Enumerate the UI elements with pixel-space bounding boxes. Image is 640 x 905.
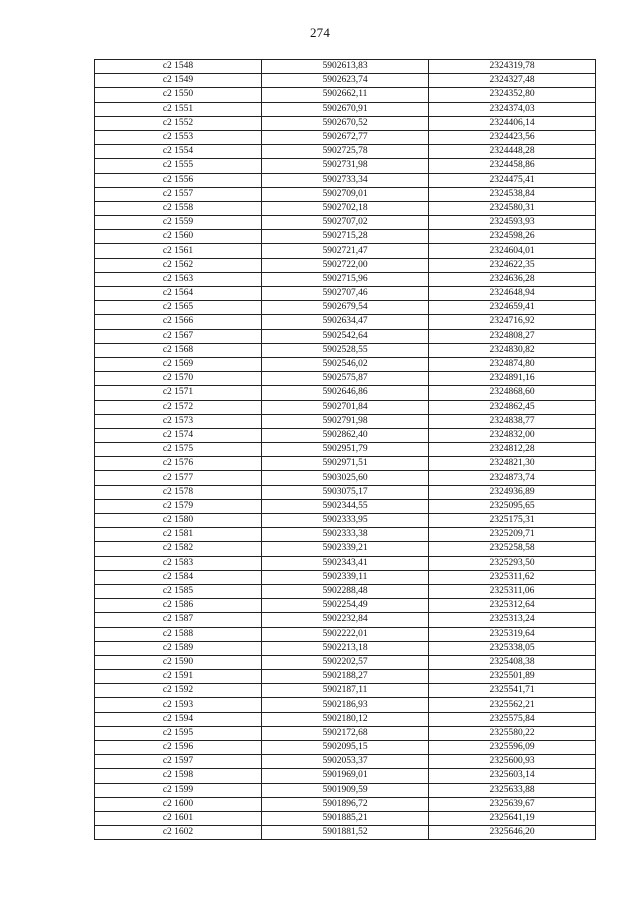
table-row [95,471,596,485]
y-coordinate-cell: 2324423,56 [429,130,596,144]
point-id-cell: с2 1582 [95,542,262,556]
table-row [95,116,596,130]
x-coordinate-cell: 5902053,37 [262,755,429,769]
y-coordinate-cell: 2324580,31 [429,201,596,215]
table-row [95,769,596,783]
table-row [95,698,596,712]
y-coordinate-cell: 2324458,86 [429,159,596,173]
x-coordinate-cell: 5902715,96 [262,272,429,286]
point-id-cell: с2 1584 [95,570,262,584]
point-id-cell: с2 1587 [95,613,262,627]
table-row [95,201,596,215]
x-coordinate-cell: 5903025,60 [262,471,429,485]
point-id-cell: с2 1554 [95,145,262,159]
point-id-cell: с2 1570 [95,372,262,386]
x-coordinate-cell: 5902575,87 [262,372,429,386]
table-row [95,514,596,528]
table-row [95,372,596,386]
y-coordinate-cell: 2324659,41 [429,301,596,315]
table-row [95,528,596,542]
table-row [95,414,596,428]
x-coordinate-cell: 5902254,49 [262,599,429,613]
point-id-cell: с2 1579 [95,499,262,513]
point-id-cell: с2 1557 [95,187,262,201]
table-row [95,230,596,244]
table-row [95,272,596,286]
y-coordinate-cell: 2325311,06 [429,584,596,598]
y-coordinate-cell: 2325313,24 [429,613,596,627]
x-coordinate-cell: 5902707,02 [262,216,429,230]
point-id-cell: с2 1578 [95,485,262,499]
x-coordinate-cell: 5902670,52 [262,116,429,130]
table-row [95,386,596,400]
point-id-cell: с2 1581 [95,528,262,542]
x-coordinate-cell: 5901969,01 [262,769,429,783]
point-id-cell: с2 1574 [95,428,262,442]
x-coordinate-cell: 5902213,18 [262,641,429,655]
table-row [95,570,596,584]
y-coordinate-cell: 2324873,74 [429,471,596,485]
point-id-cell: с2 1597 [95,755,262,769]
y-coordinate-cell: 2325312,64 [429,599,596,613]
y-coordinate-cell: 2325175,31 [429,514,596,528]
y-coordinate-cell: 2325596,09 [429,741,596,755]
table-row [95,457,596,471]
point-id-cell: с2 1590 [95,655,262,669]
y-coordinate-cell: 2325575,84 [429,712,596,726]
table-row [95,357,596,371]
table-row [95,584,596,598]
point-id-cell: с2 1599 [95,783,262,797]
table-row [95,301,596,315]
y-coordinate-cell: 2324716,92 [429,315,596,329]
x-coordinate-cell: 5902528,55 [262,343,429,357]
y-coordinate-cell: 2325258,58 [429,542,596,556]
point-id-cell: с2 1567 [95,329,262,343]
x-coordinate-cell: 5902971,51 [262,457,429,471]
point-id-cell: с2 1576 [95,457,262,471]
y-coordinate-cell: 2324812,28 [429,443,596,457]
x-coordinate-cell: 5902662,11 [262,88,429,102]
point-id-cell: с2 1565 [95,301,262,315]
table-row [95,258,596,272]
y-coordinate-cell: 2324598,26 [429,230,596,244]
x-coordinate-cell: 5902670,91 [262,102,429,116]
point-id-cell: с2 1552 [95,116,262,130]
y-coordinate-cell: 2325501,89 [429,670,596,684]
y-coordinate-cell: 2324622,35 [429,258,596,272]
y-coordinate-cell: 2324830,82 [429,343,596,357]
table-row [95,599,596,613]
page-number: 274 [309,25,331,40]
y-coordinate-cell: 2325562,21 [429,698,596,712]
point-id-cell: с2 1563 [95,272,262,286]
table-row [95,811,596,825]
x-coordinate-cell: 5902333,38 [262,528,429,542]
table-row [95,130,596,144]
y-coordinate-cell: 2325095,65 [429,499,596,513]
x-coordinate-cell: 5902188,27 [262,670,429,684]
y-coordinate-cell: 2325319,64 [429,627,596,641]
point-id-cell: с2 1598 [95,769,262,783]
x-coordinate-cell: 5902721,47 [262,244,429,258]
table-row [95,613,596,627]
table-row [95,244,596,258]
x-coordinate-cell: 5901896,72 [262,797,429,811]
point-id-cell: с2 1601 [95,811,262,825]
table-row [95,329,596,343]
y-coordinate-cell: 2324448,28 [429,145,596,159]
y-coordinate-cell: 2324936,89 [429,485,596,499]
table-row [95,315,596,329]
x-coordinate-cell: 5902862,40 [262,428,429,442]
y-coordinate-cell: 2325293,50 [429,556,596,570]
point-id-cell: с2 1556 [95,173,262,187]
x-coordinate-cell: 5902725,78 [262,145,429,159]
table-row [95,655,596,669]
x-coordinate-cell: 5902542,64 [262,329,429,343]
point-id-cell: с2 1589 [95,641,262,655]
x-coordinate-cell: 5901909,59 [262,783,429,797]
x-coordinate-cell: 5902709,01 [262,187,429,201]
y-coordinate-cell: 2325541,71 [429,684,596,698]
y-coordinate-cell: 2324891,16 [429,372,596,386]
table-row [95,88,596,102]
y-coordinate-cell: 2324538,84 [429,187,596,201]
point-id-cell: с2 1602 [95,826,262,840]
y-coordinate-cell: 2324604,01 [429,244,596,258]
point-id-cell: с2 1548 [95,60,262,74]
table-row [95,287,596,301]
x-coordinate-cell: 5902623,74 [262,74,429,88]
y-coordinate-cell: 2325338,05 [429,641,596,655]
point-id-cell: с2 1586 [95,599,262,613]
x-coordinate-cell: 5902722,00 [262,258,429,272]
point-id-cell: с2 1550 [95,88,262,102]
y-coordinate-cell: 2325311,62 [429,570,596,584]
y-coordinate-cell: 2324832,00 [429,428,596,442]
y-coordinate-cell: 2324648,94 [429,287,596,301]
x-coordinate-cell: 5902679,54 [262,301,429,315]
x-coordinate-cell: 5902232,84 [262,613,429,627]
y-coordinate-cell: 2325580,22 [429,726,596,740]
table-row [95,670,596,684]
x-coordinate-cell: 5902187,11 [262,684,429,698]
point-id-cell: с2 1551 [95,102,262,116]
x-coordinate-cell: 5902344,55 [262,499,429,513]
table-row [95,826,596,840]
table-row [95,102,596,116]
table-row [95,755,596,769]
table-row [95,74,596,88]
y-coordinate-cell: 2324593,93 [429,216,596,230]
y-coordinate-cell: 2325603,14 [429,769,596,783]
point-id-cell: с2 1559 [95,216,262,230]
point-id-cell: с2 1580 [95,514,262,528]
y-coordinate-cell: 2324327,48 [429,74,596,88]
x-coordinate-cell: 5902095,15 [262,741,429,755]
x-coordinate-cell: 5902733,34 [262,173,429,187]
y-coordinate-cell: 2325408,38 [429,655,596,669]
x-coordinate-cell: 5902702,18 [262,201,429,215]
x-coordinate-cell: 5902672,77 [262,130,429,144]
x-coordinate-cell: 5902202,57 [262,655,429,669]
x-coordinate-cell: 5902715,28 [262,230,429,244]
x-coordinate-cell: 5902546,02 [262,357,429,371]
point-id-cell: с2 1553 [95,130,262,144]
table-row [95,542,596,556]
point-id-cell: с2 1592 [95,684,262,698]
point-id-cell: с2 1568 [95,343,262,357]
x-coordinate-cell: 5902339,21 [262,542,429,556]
x-coordinate-cell: 5901881,52 [262,826,429,840]
table-row [95,783,596,797]
y-coordinate-cell: 2324808,27 [429,329,596,343]
table-row [95,173,596,187]
table-row [95,60,596,74]
x-coordinate-cell: 5902707,46 [262,287,429,301]
x-coordinate-cell: 5901885,21 [262,811,429,825]
x-coordinate-cell: 5902634,47 [262,315,429,329]
y-coordinate-cell: 2324838,77 [429,414,596,428]
y-coordinate-cell: 2324374,03 [429,102,596,116]
y-coordinate-cell: 2324868,60 [429,386,596,400]
point-id-cell: с2 1569 [95,357,262,371]
table-body [95,60,596,840]
table-row [95,216,596,230]
point-id-cell: с2 1577 [95,471,262,485]
point-id-cell: с2 1596 [95,741,262,755]
point-id-cell: с2 1575 [95,443,262,457]
point-id-cell: с2 1549 [95,74,262,88]
table-row [95,485,596,499]
y-coordinate-cell: 2324319,78 [429,60,596,74]
table-row [95,443,596,457]
point-id-cell: с2 1573 [95,414,262,428]
x-coordinate-cell: 5902172,68 [262,726,429,740]
x-coordinate-cell: 5902951,79 [262,443,429,457]
x-coordinate-cell: 5902339,11 [262,570,429,584]
y-coordinate-cell: 2325646,20 [429,826,596,840]
table-row [95,641,596,655]
y-coordinate-cell: 2324874,80 [429,357,596,371]
coordinates-table [94,59,596,840]
x-coordinate-cell: 5902186,93 [262,698,429,712]
y-coordinate-cell: 2324352,80 [429,88,596,102]
y-coordinate-cell: 2325633,88 [429,783,596,797]
x-coordinate-cell: 5902791,98 [262,414,429,428]
table-row [95,797,596,811]
point-id-cell: с2 1566 [95,315,262,329]
point-id-cell: с2 1562 [95,258,262,272]
point-id-cell: с2 1593 [95,698,262,712]
table-row [95,684,596,698]
x-coordinate-cell: 5902613,83 [262,60,429,74]
point-id-cell: с2 1595 [95,726,262,740]
y-coordinate-cell: 2324636,28 [429,272,596,286]
point-id-cell: с2 1600 [95,797,262,811]
y-coordinate-cell: 2325641,19 [429,811,596,825]
table-row [95,159,596,173]
table-row [95,499,596,513]
y-coordinate-cell: 2325600,93 [429,755,596,769]
table-row [95,726,596,740]
x-coordinate-cell: 5902333,95 [262,514,429,528]
table-row [95,741,596,755]
point-id-cell: с2 1555 [95,159,262,173]
x-coordinate-cell: 5902222,01 [262,627,429,641]
table-row [95,556,596,570]
point-id-cell: с2 1583 [95,556,262,570]
y-coordinate-cell: 2324475,41 [429,173,596,187]
table-row [95,428,596,442]
table-row [95,400,596,414]
point-id-cell: с2 1558 [95,201,262,215]
point-id-cell: с2 1588 [95,627,262,641]
table-row [95,187,596,201]
point-id-cell: с2 1572 [95,400,262,414]
table-row [95,343,596,357]
x-coordinate-cell: 5902731,98 [262,159,429,173]
x-coordinate-cell: 5902646,86 [262,386,429,400]
x-coordinate-cell: 5902343,41 [262,556,429,570]
table-row [95,627,596,641]
x-coordinate-cell: 5903075,17 [262,485,429,499]
y-coordinate-cell: 2324821,30 [429,457,596,471]
point-id-cell: с2 1564 [95,287,262,301]
y-coordinate-cell: 2325209,71 [429,528,596,542]
x-coordinate-cell: 5902180,12 [262,712,429,726]
point-id-cell: с2 1591 [95,670,262,684]
y-coordinate-cell: 2324862,45 [429,400,596,414]
point-id-cell: с2 1571 [95,386,262,400]
x-coordinate-cell: 5902288,48 [262,584,429,598]
y-coordinate-cell: 2325639,67 [429,797,596,811]
x-coordinate-cell: 5902701,84 [262,400,429,414]
point-id-cell: с2 1561 [95,244,262,258]
table-row [95,712,596,726]
point-id-cell: с2 1560 [95,230,262,244]
y-coordinate-cell: 2324406,14 [429,116,596,130]
table-row [95,145,596,159]
point-id-cell: с2 1585 [95,584,262,598]
point-id-cell: с2 1594 [95,712,262,726]
